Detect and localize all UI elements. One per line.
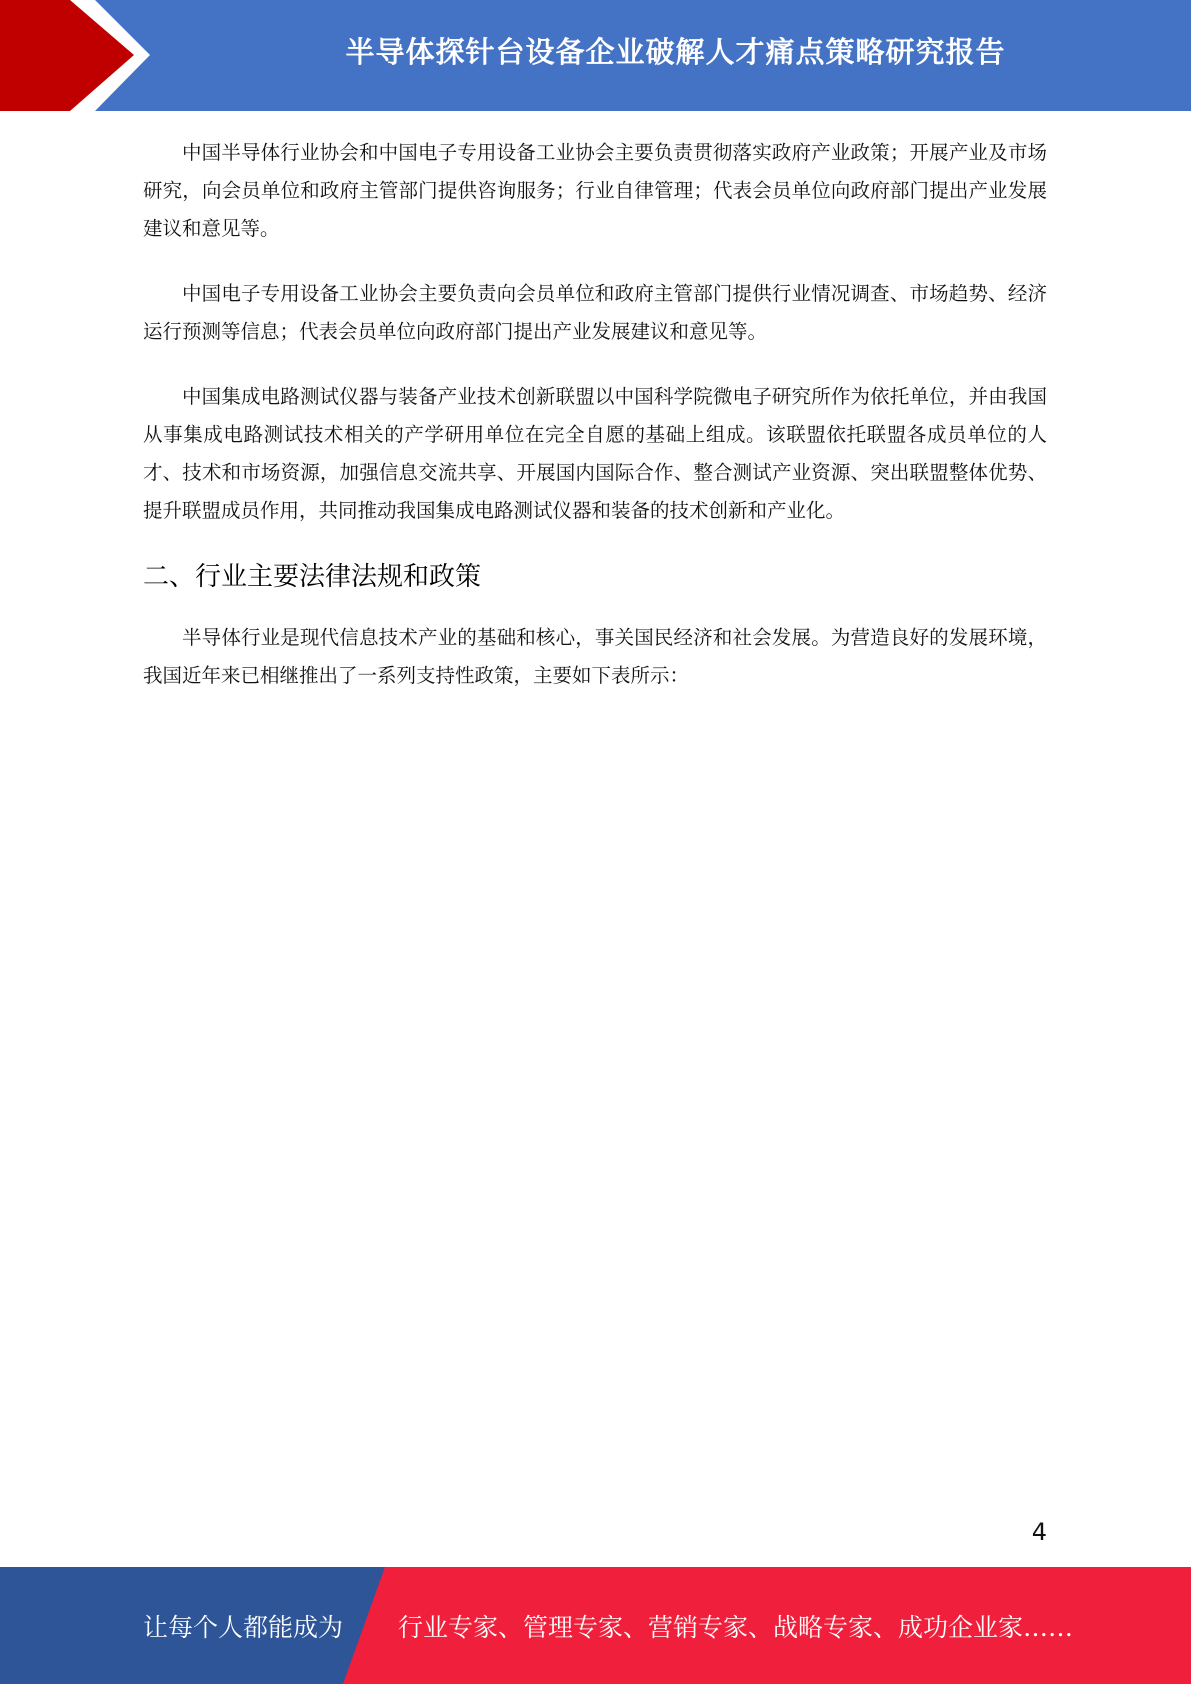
paragraph-policy-intro: 半导体行业是现代信息技术产业的基础和核心，事关国民经济和社会发展。为营造良好的发展环境，我国近年来已相继推出了一系列支持性政策，主要如下表所示： — [143, 626, 1047, 687]
chevron-arrow-icon — [0, 0, 160, 111]
section-heading: 二、行业主要法律法规和政策 — [143, 562, 482, 592]
header-banner — [0, 0, 1191, 111]
footer-banner — [0, 1567, 1191, 1684]
footer-slogan-right: 行业专家、管理专家、营销专家、战略专家、成功企业家…… — [398, 1612, 1074, 1642]
footer-slogan-left: 让每个人都能成为 — [143, 1612, 344, 1642]
paragraph-test-alliance: 中国集成电路测试仪器与装备产业技术创新联盟以中国科学院微电子研究所作为依托单位，并由我国从事集成电路测试技术相关的产学研用单位在完全自愿的基础上组成。该联盟依托联盟各成员单位的人才、技术和市场资源，加强信息交流共享、开展国内国际合作、整合测试产业资源、突出联盟整体优势、提升联盟成员作用，共同推动我国集成电路测试仪器和装备的技术创新和产业化。 — [143, 385, 1047, 522]
main-content — [143, 134, 1047, 722]
report-title: 半导体探针台设备企业破解人才痛点策略研究报告 — [345, 34, 1006, 69]
paragraph-association-duties: 中国半导体行业协会和中国电子专用设备工业协会主要负责贯彻落实政府产业政策；开展产业及市场研究，向会员单位和政府主管部门提供咨询服务；行业自律管理；代表会员单位向政府部门提出产业发展建议和意见等。 — [143, 141, 1047, 240]
page-number: 4 — [1031, 1518, 1047, 1546]
paragraph-equipment-association: 中国电子专用设备工业协会主要负责向会员单位和政府主管部门提供行业情况调查、市场趋势、经济运行预测等信息；代表会员单位向政府部门提出产业发展建议和意见等。 — [143, 282, 1047, 343]
